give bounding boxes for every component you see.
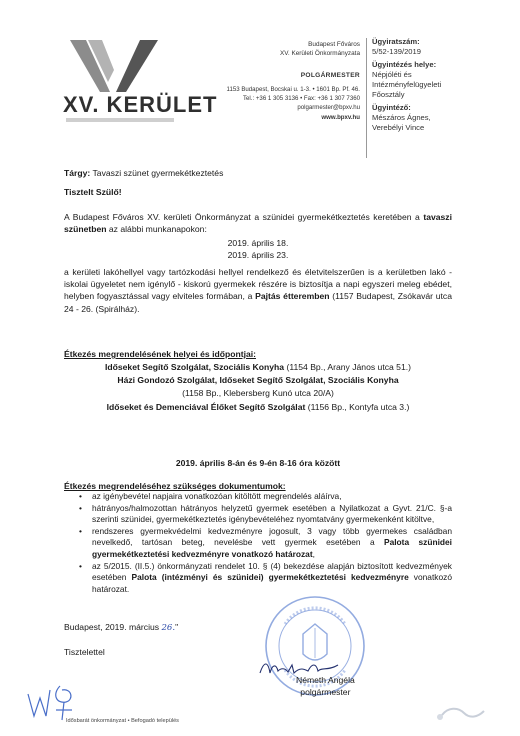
case-number: 5/52-139/2019 <box>372 47 421 56</box>
signer-name: Németh Angéla <box>296 675 355 685</box>
issuer-web: www.bpxv.hu <box>321 113 360 121</box>
location-3 <box>64 401 452 413</box>
location-2 <box>64 374 452 386</box>
issuer-email: polgarmester@bpxv.hu <box>297 104 360 112</box>
handled-at-line-1: Népjóléti és <box>372 70 412 79</box>
subject-line <box>64 167 223 179</box>
greeting: Tisztelt Szülő! <box>64 187 122 197</box>
place-and-date <box>64 621 178 634</box>
service-date-2: 2019. április 23. <box>227 250 289 260</box>
officer-line-2: Verebélyi Vince <box>372 123 425 132</box>
document-3-end: , <box>312 548 315 559</box>
place-date-text: Budapest, 2019. március <box>64 622 162 632</box>
document-4-end: vonatkozó határozat. <box>92 572 452 594</box>
handled-at-label: Ügyintézés helye: <box>372 60 437 69</box>
location-3-address: (1156 Bp., Kontyfa utca 3.) <box>305 402 410 412</box>
location-1 <box>64 361 452 373</box>
restaurant-name: Pajtás étteremben <box>255 291 330 302</box>
footer-text: Idősbarát önkormányzat • Befogadó település <box>66 718 179 724</box>
reference-panel <box>372 37 512 133</box>
signer-block <box>296 674 355 698</box>
service-date-1: 2019. április 18. <box>227 238 289 248</box>
document-3-highlight: Palota szünidei gyermekétkeztetési kedvezményre vonatkozó határozat <box>92 537 452 559</box>
signer-title: polgármester <box>300 687 351 697</box>
location-1-name: Időseket Segítő Szolgálat, Szociális Konyha <box>104 362 285 372</box>
handled-at-line-3: Főosztály <box>372 90 405 99</box>
eligibility-text: a kerületi lakóhellyel vagy tartózkodási hellyel rendelkező és életvitelszerűen is a kerületben lakó - iskolai ügyeletet nem igénylő - kiskorú gyermekek részére is biztosítja a napi egyszeri meleg ebédet, helyben fogyasztással vagy elviteles formában, a <box>64 267 452 302</box>
document-4-text: az 5/2015. (II.5.) önkormányzati rendelet 10. § (4) bekezdése alapján biztosított kedvezmények esetében <box>92 560 452 583</box>
subject-label: Tárgy: <box>64 168 91 178</box>
issuer-phone: Tel.: +36 1 305 3136 • Fax: +36 1 307 7360 <box>243 95 360 103</box>
intro-paragraph <box>64 211 452 235</box>
location-2-address: (1158 Bp., Klebersberg Kunó utca 20/A) <box>182 388 334 398</box>
document-4-highlight: Palota (intézményi és szünidei) gyermekétkeztetési kedvezményre <box>131 572 409 583</box>
location-2-name: Házi Gondozó Szolgálat, Időseket Segítő Szolgálat, Szociális Konyha <box>117 375 399 385</box>
intro-text: A Budapest Főváros XV. kerületi Önkormányzat a szünidei gyermekétkeztetés keretében a <box>64 212 424 222</box>
issuer-address: 1153 Budapest, Bocskai u. 1-3. • 1601 Bp. Pf. 46. <box>226 86 360 93</box>
document-2: hátrányos/halmozottan hátrányos helyzetű gyermek esetében a Nyilatkozat a Gyvt. 21/C. §-a szerinti szünidei, gyermekétkeztetés igénybevételéhez nyomtatvány gyermekenként kitöltve, <box>92 502 452 525</box>
order-hours: 2019. április 8-án és 9-én 8-16 óra között <box>175 458 341 468</box>
list-item <box>92 526 452 561</box>
handled-at-line-2: Intézményfelügyeleti <box>372 80 442 89</box>
handwritten-day: 26. <box>161 623 176 633</box>
issuer-contact <box>227 85 360 122</box>
case-number-label: Ügyiratszám: <box>372 37 420 46</box>
closing-regards: Tisztelettel <box>64 647 105 657</box>
footer-mark-icon <box>428 701 488 725</box>
location-3-name: Időseket és Demenciával Élőket Segítő Szolgálat <box>106 402 306 412</box>
issuer-title: POLGÁRMESTER <box>300 72 360 79</box>
locations-heading: Étkezés megrendelésének helyei és időpontjai: <box>64 349 256 359</box>
issuer-line-2: XV. Kerületi Önkormányzata <box>279 50 360 57</box>
list-item <box>92 491 452 503</box>
eligibility-paragraph <box>64 266 452 315</box>
document-3-text: rendszeres gyermekvédelmi kedvezményre jogosult, 3 vagy több gyermekes családban nevelkedő, tartósan beteg, nevelésbe vett gyermek esetében a <box>92 525 452 548</box>
eligibility-text-end: (1157 Budapest, Zsókavár utca 24 - 26. (Spirálház). <box>64 291 452 314</box>
issuer-name <box>280 40 360 58</box>
logo-wordmark: XV. KERÜLET <box>63 92 218 117</box>
footer-emblem-icon <box>26 680 78 722</box>
documents-heading: Étkezés megrendeléséhez szükséges dokumentumok: <box>64 481 286 491</box>
list-item <box>92 503 452 526</box>
intro-text-end: az alábbi munkanapokon: <box>106 224 207 235</box>
officer-label: Ügyintéző: <box>372 103 411 112</box>
issuer-line-1: Budapest Főváros <box>308 41 360 48</box>
location-1-address: (1154 Bp., Arany János utca 51.) <box>284 362 411 372</box>
intro-highlight: tavaszi szünetben <box>64 212 452 235</box>
list-item <box>92 561 452 596</box>
documents-list <box>64 491 452 595</box>
officer-line-1: Mészáros Ágnes, <box>372 113 431 122</box>
header-divider <box>366 38 367 158</box>
subject-text: Tavaszi szünet gyermekétkeztetés <box>92 168 224 178</box>
place-date-end: " <box>175 622 179 632</box>
logo-tagline-bar <box>66 118 174 122</box>
document-1: az igénybevétel napjaira vonatkozóan kitöltött megrendelés aláírva, <box>92 491 342 501</box>
